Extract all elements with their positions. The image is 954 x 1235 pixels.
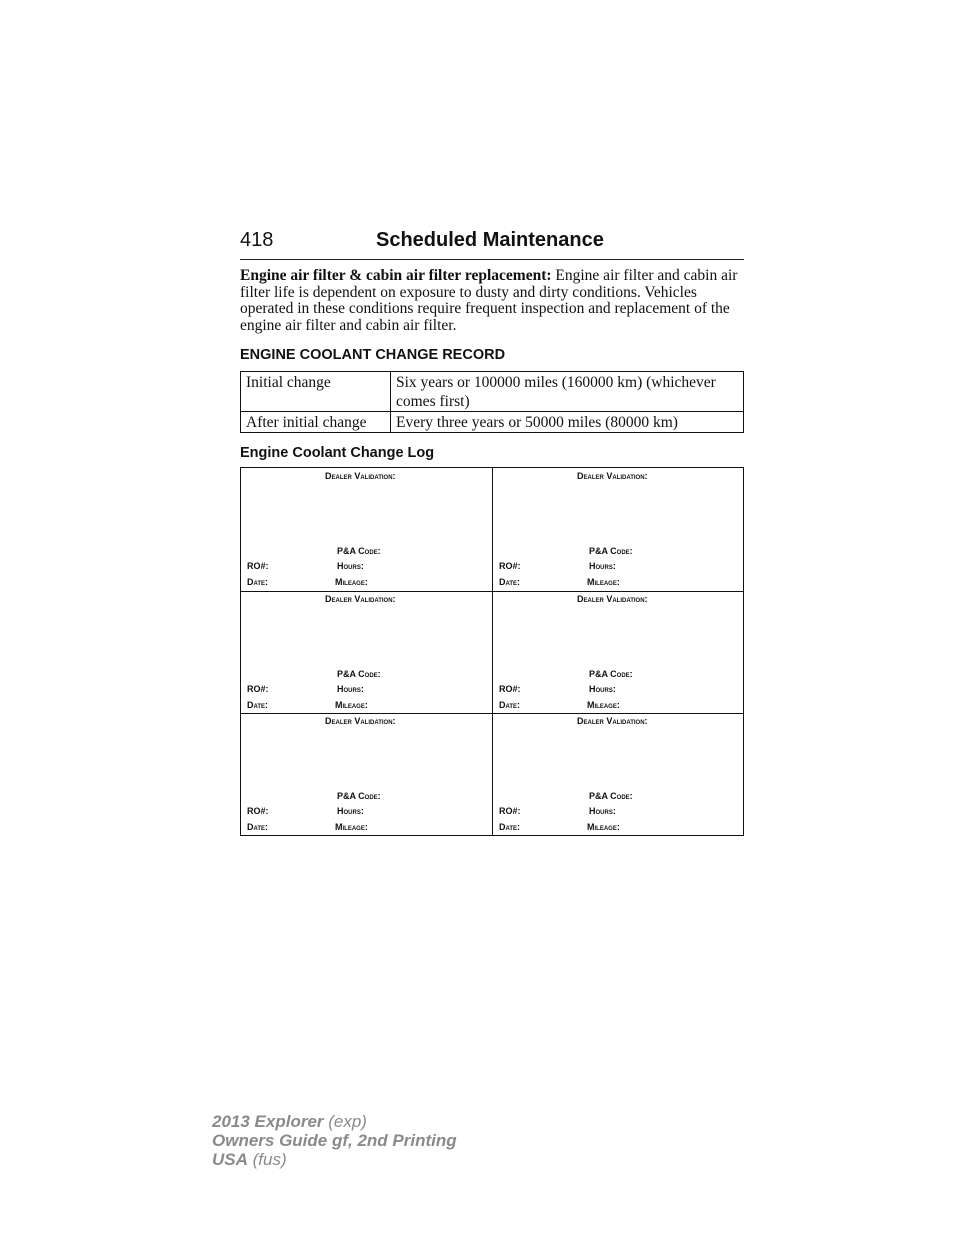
- ro-number-label: RO#:: [499, 561, 521, 571]
- dealer-validation-label: Dealer Validation:: [325, 716, 396, 726]
- document-footer: [212, 1112, 457, 1169]
- mileage-label: Mileage:: [335, 822, 368, 832]
- log-entry-cell: [241, 713, 491, 835]
- footer-model-code: (exp): [323, 1112, 367, 1131]
- footer-line: [212, 1131, 457, 1150]
- dealer-validation-label: Dealer Validation:: [577, 594, 648, 604]
- hours-label: Hours:: [589, 684, 616, 694]
- row-value: Six years or 100000 miles (160000 km) (whichever comes first): [391, 372, 744, 412]
- ro-number-label: RO#:: [247, 684, 269, 694]
- pa-code-label: P&A Code:: [337, 791, 381, 801]
- log-entry-cell: [493, 713, 743, 835]
- dealer-validation-label: Dealer Validation:: [325, 471, 396, 481]
- hours-label: Hours:: [589, 806, 616, 816]
- row-value: Every three years or 50000 miles (80000 km): [391, 412, 744, 433]
- intro-text: Engine air filter and cabin air filter life is dependent on exposure to dusty and dirty conditions. Vehicles operated in these conditions require frequent inspection and replacement of the engine air filter and cabin air filter.: [240, 267, 738, 334]
- footer-line: [212, 1112, 457, 1131]
- log-entry-cell: [241, 468, 491, 590]
- section-title: Scheduled Maintenance: [376, 229, 604, 251]
- dealer-validation-label: Dealer Validation:: [325, 594, 396, 604]
- page-number: 418: [240, 229, 274, 251]
- ro-number-label: RO#:: [247, 561, 269, 571]
- footer-printing: Owners Guide gf, 2nd Printing: [212, 1131, 457, 1150]
- mileage-label: Mileage:: [587, 577, 620, 587]
- table-row: [241, 372, 744, 412]
- footer-line: [212, 1150, 457, 1169]
- table-row: [241, 412, 744, 433]
- date-label: Date:: [499, 577, 521, 587]
- date-label: Date:: [247, 700, 269, 710]
- log-entry-cell: [493, 468, 743, 590]
- mileage-label: Mileage:: [335, 577, 368, 587]
- ro-number-label: RO#:: [247, 806, 269, 816]
- ro-number-label: RO#:: [499, 806, 521, 816]
- pa-code-label: P&A Code:: [337, 669, 381, 679]
- hours-label: Hours:: [337, 561, 364, 571]
- footer-market: USA: [212, 1150, 248, 1169]
- log-entry-cell: [241, 591, 491, 713]
- coolant-record-table: [240, 371, 744, 433]
- row-label: After initial change: [241, 412, 391, 433]
- dealer-validation-label: Dealer Validation:: [577, 471, 648, 481]
- footer-model: 2013 Explorer: [212, 1112, 324, 1131]
- page-header: [240, 229, 744, 260]
- intro-paragraph: [240, 268, 745, 334]
- date-label: Date:: [499, 700, 521, 710]
- pa-code-label: P&A Code:: [589, 669, 633, 679]
- ro-number-label: RO#:: [499, 684, 521, 694]
- intro-lead: Engine air filter & cabin air filter replacement:: [240, 267, 552, 284]
- log-entry-cell: [493, 591, 743, 713]
- hours-label: Hours:: [337, 806, 364, 816]
- date-label: Date:: [247, 577, 269, 587]
- mileage-label: Mileage:: [587, 700, 620, 710]
- pa-code-label: P&A Code:: [337, 546, 381, 556]
- footer-market-code: (fus): [247, 1150, 287, 1169]
- date-label: Date:: [499, 822, 521, 832]
- pa-code-label: P&A Code:: [589, 546, 633, 556]
- mileage-label: Mileage:: [335, 700, 368, 710]
- row-label: Initial change: [241, 372, 391, 412]
- pa-code-label: P&A Code:: [589, 791, 633, 801]
- date-label: Date:: [247, 822, 269, 832]
- record-heading: ENGINE COOLANT CHANGE RECORD: [240, 347, 506, 363]
- hours-label: Hours:: [589, 561, 616, 571]
- mileage-label: Mileage:: [587, 822, 620, 832]
- log-heading: Engine Coolant Change Log: [240, 445, 435, 461]
- dealer-validation-label: Dealer Validation:: [577, 716, 648, 726]
- hours-label: Hours:: [337, 684, 364, 694]
